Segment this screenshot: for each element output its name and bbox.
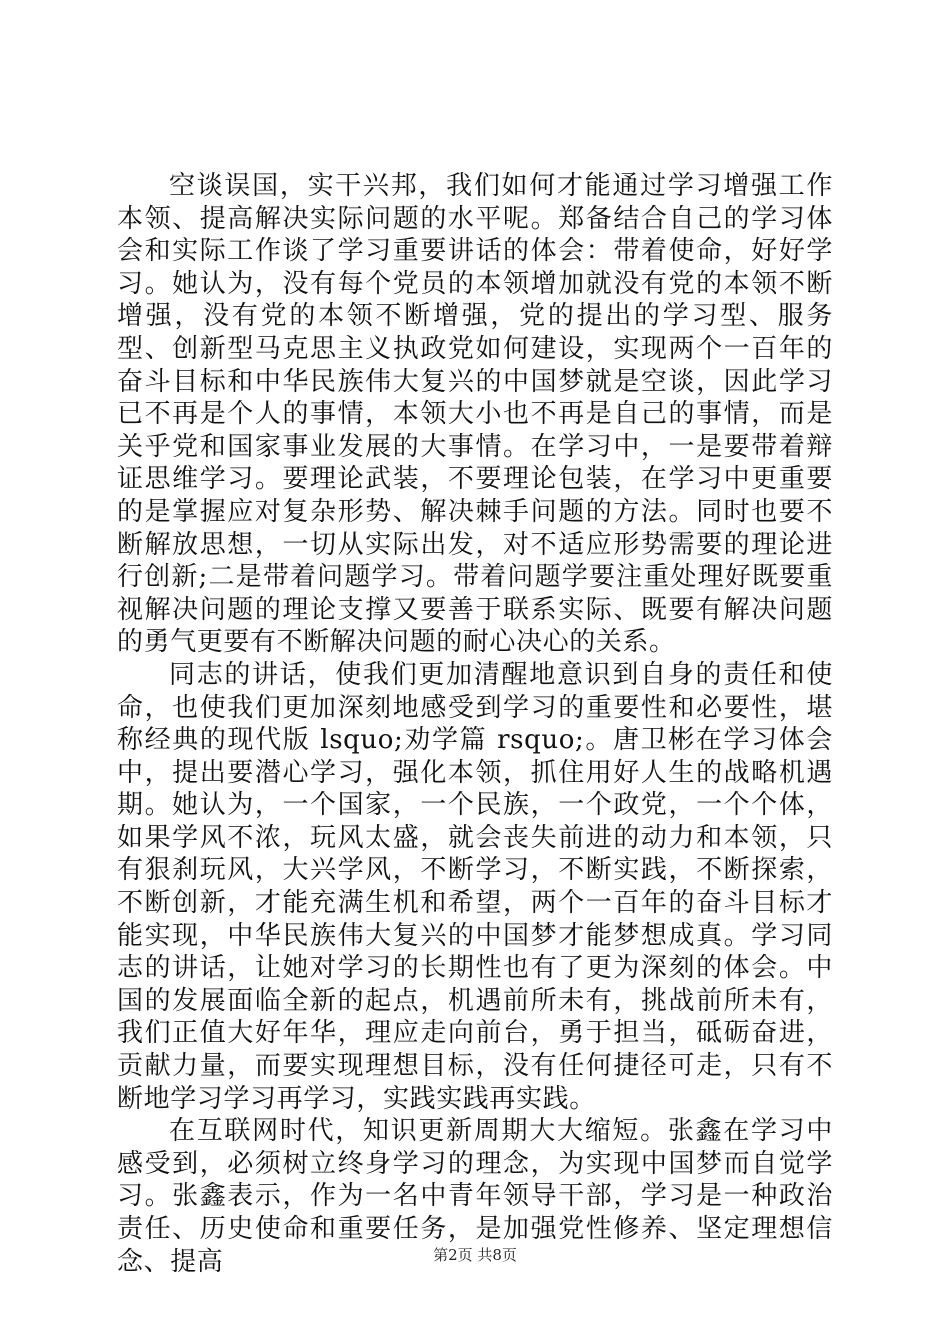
paragraph-2: 同志的讲话，使我们更加清醒地意识到自身的责任和使命，也使我们更加深刻地感受到学习的重要性和必要性，堪称经典的现代版 lsquo;劝学篇 rsquo;。唐卫彬在学习体会中，提出要潜心学习，强化本领，抓住用好人生的战略机遇期。她认为，一个国家，一个民族，一个政党，一个个体，如果学风不浓，玩风太盛，就会丧失前进的动力和本领，只有狠刹玩风，大兴学风，不断学习，不断实践，不断探索，不断创新，才能充满生机和希望，两个一百年的奋斗目标才能实现，中华民族伟大复兴的中国梦才能梦想成真。学习同志的讲话，让她对学习的长期性也有了更为深刻的体会。中国的发展面临全新的起点，机遇前所未有，挑战前所未有，我们正值大好年华，理应走向前台，勇于担当，砥砺奋进，贡献力量，而要实现理想目标，没有任何捷径可走，只有不断地学习学习再学习，实践实践再实践。	[117, 659, 833, 1114]
paragraph-1: 空谈误国，实干兴邦，我们如何才能通过学习增强工作本领、提高解决实际问题的水平呢。郑备结合自己的学习体会和实际工作谈了学习重要讲话的体会：带着使命，好好学习。她认为，没有每个党员的本领增加就没有党的本领不断增强，没有党的本领不断增强，党的提出的学习型、服务型、创新型马克思主义执政党如何建设，实现两个一百年的奋斗目标和中华民族伟大复兴的中国梦就是空谈，因此学习已不再是个人的事情，本领大小也不再是自己的事情，而是关乎党和国家事业发展的大事情。在学习中，一是要带着辩证思维学习。要理论武装，不要理论包装，在学习中更重要的是掌握应对复杂形势、解决棘手问题的方法。同时也要不断解放思想，一切从实际出发，对不适应形势需要的理论进行创新;二是带着问题学习。带着问题学要注重处理好既要重视解决问题的理论支撑又要善于联系实际、既要有解决问题的勇气更要有不断解决问题的耐心决心的关系。	[117, 171, 833, 658]
page-number-footer: 第2页 共8页	[433, 1246, 517, 1264]
document-body	[117, 170, 833, 1278]
paragraph-3: 在互联网时代，知识更新周期大大缩短。张鑫在学习中感受到，必须树立终身学习的理念，为实现中国梦而自觉学习。张鑫表示，作为一名中青年领导干部，学习是一种政治责任、历史使命和重要任务，是加强党性修养、坚定理想信念、提高	[117, 1116, 833, 1277]
